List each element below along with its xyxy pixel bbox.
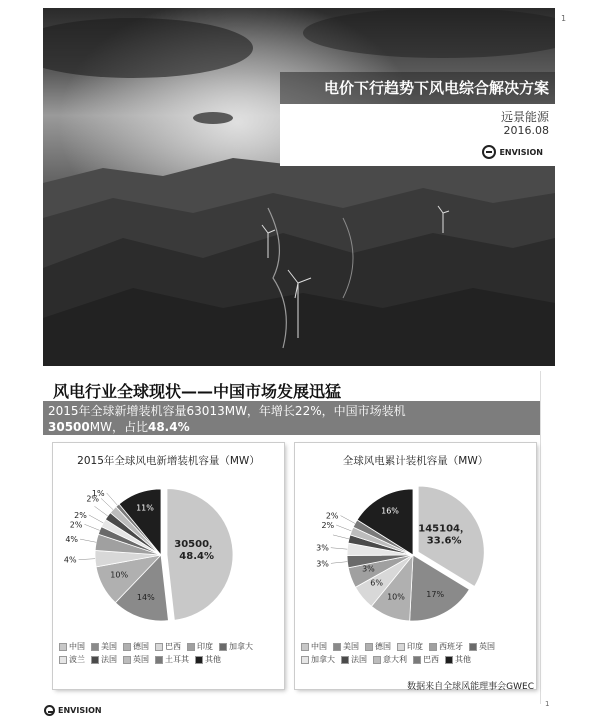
data-label: 14%	[136, 593, 155, 603]
legend-item	[397, 640, 423, 653]
market-slide	[43, 371, 541, 704]
logo-text: ENVISION	[58, 706, 102, 715]
legend-item	[123, 640, 149, 653]
data-label: 10%	[110, 570, 129, 580]
legend-swatch	[413, 656, 421, 664]
chart-title: 2015年全球风电新增装机容量（MW）	[77, 455, 260, 467]
legend-label: 法国	[351, 655, 367, 664]
legend-swatch	[155, 656, 163, 664]
legend-label: 土耳其	[165, 655, 189, 664]
stat-mid: MW，占比	[89, 420, 148, 434]
legend-item	[91, 653, 117, 666]
chart-title: 全球风电累计装机容量（MW）	[342, 455, 489, 467]
legend-label: 英国	[133, 655, 149, 664]
legend-swatch	[373, 656, 381, 664]
legend-label: 美国	[101, 642, 117, 651]
legend-item	[219, 640, 253, 653]
data-label: 4%	[65, 535, 79, 545]
legend-label: 加拿大	[311, 655, 335, 664]
china-capacity: 30500	[48, 420, 90, 434]
legend-item	[187, 640, 213, 653]
legend-label: 西班牙	[439, 642, 463, 651]
leader-line	[341, 516, 355, 524]
data-label: 2%	[79, 502, 93, 512]
legend-swatch	[301, 656, 309, 664]
legend-label: 美国	[343, 642, 359, 651]
leader-line	[89, 515, 103, 523]
legend-swatch	[123, 643, 131, 651]
legend-label: 英国	[479, 642, 495, 651]
legend-label: 加拿大	[229, 642, 253, 651]
data-label: 3%	[316, 559, 329, 569]
legend-item	[341, 653, 367, 666]
data-label: 3%	[316, 543, 329, 553]
new-capacity-chart	[53, 443, 284, 689]
mountain-landscape-image	[43, 8, 555, 366]
leader-line	[79, 559, 95, 560]
envision-logo-icon	[482, 145, 496, 159]
legend-swatch	[187, 643, 195, 651]
slide-title: 电价下行趋势下风电综合解决方案	[323, 79, 549, 97]
legend-label: 巴西	[165, 642, 181, 651]
leader-line	[331, 562, 347, 564]
presentation-date: 2016.08	[503, 124, 549, 137]
title-banner	[280, 72, 555, 104]
envision-logo	[482, 145, 543, 159]
data-source: 数据来自全球风能理事会GWEC	[407, 682, 534, 692]
pie-chart-new	[53, 443, 284, 638]
legend-swatch	[59, 656, 67, 664]
legend-item	[195, 653, 221, 666]
leader-line	[94, 506, 107, 516]
leader-line	[80, 539, 96, 542]
legend-swatch	[91, 643, 99, 651]
data-label: 3%	[362, 564, 375, 574]
legend-swatch	[301, 643, 309, 651]
legend-item	[155, 640, 181, 653]
stat-line-1: 2015年全球新增装机容量63013MW，年增长22%，中国市场装机	[48, 404, 406, 418]
legend-swatch	[91, 656, 99, 664]
envision-footer-logo	[44, 705, 102, 716]
data-label: 2%	[318, 530, 331, 540]
legend-item	[59, 640, 85, 653]
company-name: 远景能源	[500, 110, 549, 124]
logo-text: ENVISION	[499, 147, 543, 157]
data-label: 2%	[86, 494, 100, 504]
legend-item	[413, 653, 439, 666]
legend-swatch	[365, 643, 373, 651]
data-label: 145104， 33.6%	[418, 523, 471, 547]
data-label: 16%	[381, 506, 399, 516]
envision-logo-icon	[44, 705, 55, 716]
legend-swatch	[59, 643, 67, 651]
pie-chart-cumulative	[295, 443, 536, 638]
legend-item	[445, 653, 471, 666]
cover-slide	[43, 8, 555, 366]
legend-label: 印度	[197, 642, 213, 651]
legend-label: 意大利	[383, 655, 407, 664]
legend-item	[469, 640, 495, 653]
legend-item	[301, 653, 335, 666]
data-label: 4%	[63, 555, 77, 565]
legend-label: 中国	[69, 642, 85, 651]
legend-item	[91, 640, 117, 653]
legend-label: 印度	[407, 642, 423, 651]
stat-line-2	[48, 418, 190, 435]
legend-item	[123, 653, 149, 666]
legend-item	[155, 653, 189, 666]
data-label: 11%	[136, 503, 154, 513]
page-number: 1	[545, 700, 550, 708]
data-label: 2%	[69, 520, 83, 530]
legend-swatch	[195, 656, 203, 664]
legend-label: 法国	[101, 655, 117, 664]
legend-swatch	[397, 643, 405, 651]
chart-legend	[301, 640, 526, 666]
legend-item	[301, 640, 327, 653]
data-label: 10%	[387, 592, 405, 602]
data-label: 30500， 48.4%	[174, 538, 220, 562]
legend-swatch	[341, 656, 349, 664]
leader-line	[333, 535, 349, 539]
legend-label: 巴西	[423, 655, 439, 664]
legend-swatch	[429, 643, 437, 651]
slide-heading: 风电行业全球现状——中国市场发展迅猛	[53, 382, 342, 401]
company-info	[280, 104, 555, 166]
legend-swatch	[219, 643, 227, 651]
stat-banner	[43, 401, 540, 435]
legend-item	[429, 640, 463, 653]
cumulative-capacity-chart	[295, 443, 536, 689]
data-label: 1%	[91, 488, 105, 498]
data-label: 2%	[74, 510, 87, 520]
legend-label: 其他	[455, 655, 471, 664]
legend-item	[365, 640, 391, 653]
data-label: 17%	[426, 590, 445, 600]
data-label: 6%	[370, 578, 384, 588]
legend-swatch	[123, 656, 131, 664]
legend-label: 其他	[205, 655, 221, 664]
leader-line	[336, 525, 351, 531]
legend-swatch	[333, 643, 341, 651]
legend-item	[373, 653, 407, 666]
legend-swatch	[469, 643, 477, 651]
leader-line	[84, 524, 99, 530]
page-number: 1	[561, 14, 567, 23]
legend-label: 波兰	[69, 655, 85, 664]
legend-label: 中国	[311, 642, 327, 651]
china-share: 48.4%	[147, 420, 190, 434]
chart-legend	[59, 640, 284, 666]
legend-label: 德国	[375, 642, 391, 651]
legend-swatch	[445, 656, 453, 664]
legend-label: 德国	[133, 642, 149, 651]
data-label: 2%	[321, 520, 335, 530]
leader-line	[101, 498, 113, 509]
data-label: 2%	[325, 511, 339, 521]
leader-line	[331, 548, 347, 549]
legend-swatch	[155, 643, 163, 651]
leader-line	[107, 493, 118, 505]
legend-item	[333, 640, 359, 653]
legend-item	[59, 653, 85, 666]
